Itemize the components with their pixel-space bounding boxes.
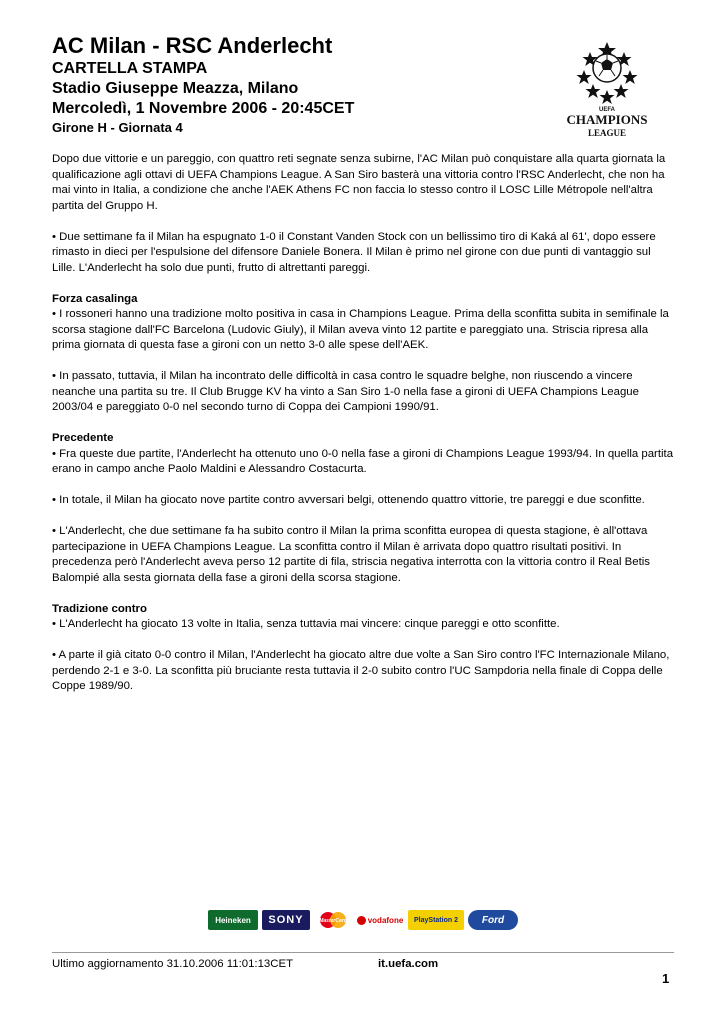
logo-uefa-text: UEFA [598, 107, 616, 113]
ford-logo: Ford [468, 910, 518, 930]
section-paragraph: • A parte il già citato 0-0 contro il Milan, l'Anderlecht ha giocato altre due volte a San Siro contro l'FC Internazionale Milano, perdendo 2-1 e 3-0. La sconfitta più bruciante resta tuttavia il 2-0 subito contro l'UC Sampdoria nella finale di Coppa delle Coppe 1989/90. [52, 649, 670, 692]
footer-divider [52, 952, 674, 953]
mastercard-text: MasterCard [319, 918, 347, 924]
match-title: AC Milan - RSC Anderlecht [52, 33, 333, 58]
section-paragraph: • Fra queste due partite, l'Anderlecht ha ottenuto uno 0-0 nella fase a gironi di Champions League 1993/94. In quella partita erano in campo anche Paolo Maldini e Alessandro Costacurta. [52, 447, 674, 475]
heineken-logo: Heineken [208, 910, 258, 930]
sponsor-bar [208, 909, 518, 931]
header [52, 32, 552, 136]
vodafone-text: vodafone [367, 915, 404, 925]
match-date: Mercoledì, 1 Novembre 2006 - 20:45CET [52, 100, 355, 117]
section-paragraph: • In totale, il Milan ha giocato nove partite contro avversari belgi, ottenendo quattro vittorie, tre pareggi e due sconfitte. [52, 494, 645, 506]
logo-champions-text: CHAMPIONS [566, 112, 648, 127]
playstation-logo: PlayStation 2 [408, 910, 464, 930]
section-title-tradizione-contro: Tradizione contro [52, 602, 147, 615]
mastercard-logo [314, 910, 352, 930]
section-title-precedente: Precedente [52, 432, 114, 444]
sony-logo: SONY [262, 910, 310, 930]
group-matchday: Girone H - Giornata 4 [52, 120, 183, 135]
section-title-forza-casalinga: Forza casalinga [52, 292, 138, 305]
vodafone-icon [357, 916, 366, 925]
page-number: 1 [662, 971, 670, 986]
article-body [52, 152, 674, 710]
section-paragraph: • L'Anderlecht, che due settimane fa ha subito contro il Milan la prima sconfitta europea di questa stagione, è all'ottava partecipazione in UEFA Champions League. La sconfitta contro il Milan è arrivata dopo quattro risultati positivi. In precedenza però l'Anderlecht aveva perso 12 partite di fila, striscia negativa interrotta con la vittoria contro il Real Betis Balompié alla sesta giornata della fase a gironi della scorsa stagione. [52, 525, 650, 584]
intro-paragraph: • Due settimane fa il Milan ha espugnato 1-0 il Constant Vanden Stock con un bellissimo tiro di Kaká al 61', dopo essere rimasto in dieci per l'espulsione del difensore Daniele Bonera. Il Milan è primo nel girone con due punti di vantaggio sul Lille. L'Anderlecht ha solo due punti, frutto di altrettanti pareggi. [52, 230, 656, 274]
last-updated: Ultimo aggiornamento 31.10.2006 11:01:13CET [52, 958, 294, 970]
vodafone-logo [356, 910, 404, 930]
press-kit-label: CARTELLA STAMPA [52, 60, 208, 77]
logo-league-text: LEAGUE [587, 128, 627, 138]
intro-paragraph: Dopo due vittorie e un pareggio, con quattro reti segnate senza subirne, l'AC Milan può conquistare alla quarta giornata la qualificazione agli ottavi di UEFA Champions League. A San Siro basterà una vittoria contro l'RSC Anderlecht, che non ha mai vinto in Italia, a condizione che anche l'AEK Athens FC non faccia lo stesso contro il LOSC Lille Métropole nell'altra partita del Gruppo H. [52, 153, 666, 212]
site-url: it.uefa.com [378, 958, 439, 970]
section-paragraph: • L'Anderlecht ha giocato 13 volte in Italia, senza tuttavia mai vincere: cinque pareggi e otto sconfitte. [52, 618, 560, 630]
venue: Stadio Giuseppe Meazza, Milano [52, 80, 299, 97]
section-paragraph: • In passato, tuttavia, il Milan ha incontrato delle difficoltà in casa contro le squadre belghe, non riuscendo a vincere neanche una partita su tre. Il Club Brugge KV ha vinto a San Siro 1-0 nella fase a gironi di UEFA Champions League 2003/04 e pareggiato 0-0 nel secondo turno di Coppa dei Campioni 1990/91. [52, 370, 639, 413]
champions-league-logo [555, 40, 659, 140]
starball-icon [577, 42, 638, 104]
section-paragraph: • I rossoneri hanno una tradizione molto positiva in casa in Champions League. Prima della sconfitta subita in semifinale la scorsa stagione dall'FC Barcelona (Ludovic Giuly), il Milan aveva vinto 12 partite e pareggiato una. Striscia ripresa alla prima giornata di questa fase a gironi con un netto 3-0 alle spese dell'AEK. [52, 308, 669, 351]
